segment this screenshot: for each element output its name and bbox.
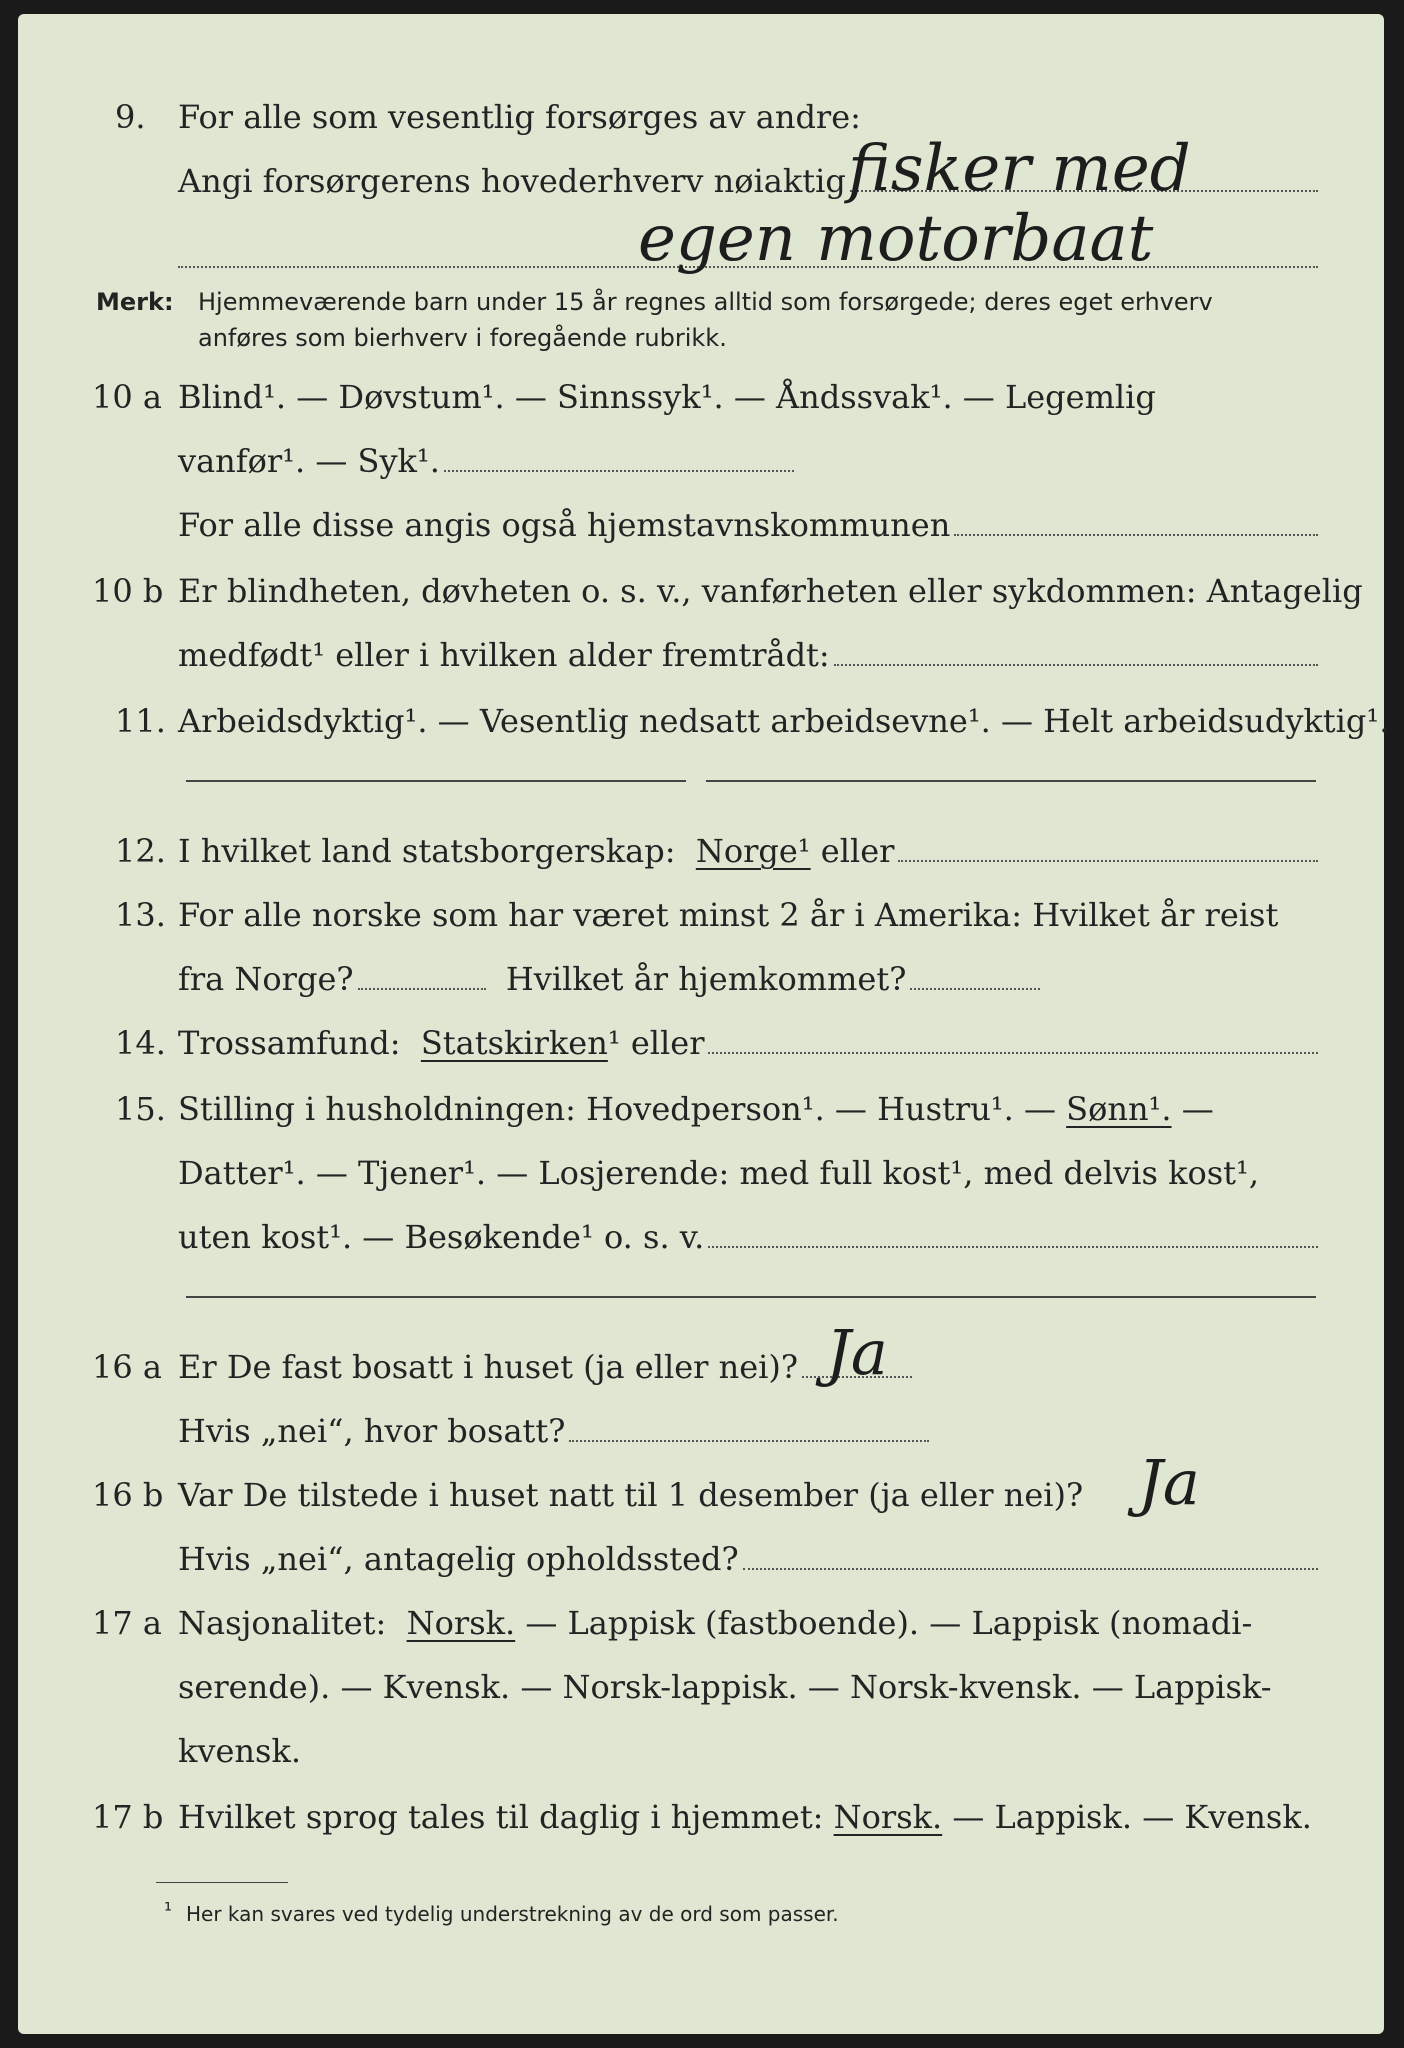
merk-line2: anføres som bierhverv i foregående rubrikk.: [198, 324, 727, 352]
q10a-line3: For alle disse angis også hjemstavnskommunen: [178, 506, 1318, 544]
q16b-line1: Var De tilstede i huset natt til 1 desember (ja eller nei)?: [178, 1476, 1084, 1514]
q10a-line2: vanfør¹. — Syk¹.: [178, 442, 794, 480]
q9-handwritten-answer2: egen motorbaat: [638, 202, 1154, 276]
q15-number: 15.: [115, 1090, 166, 1128]
q10a-line1: Blind¹. — Døvstum¹. — Sinnssyk¹. — Åndssvak¹. — Legemlig: [178, 378, 1156, 416]
q10a-number: 10 a: [92, 378, 162, 416]
q14-number: 14.: [115, 1024, 166, 1062]
q10b-line2: medfødt¹ eller i hvilken alder fremtrådt:: [178, 636, 1318, 674]
q13-number: 13.: [115, 896, 166, 934]
q16a-line2: Hvis „nei“, hvor bosatt?: [178, 1412, 929, 1450]
q17a-line3: kvensk.: [178, 1732, 301, 1770]
q17a-line1: Nasjonalitet: Norsk. — Lappisk (fastboende). — Lappisk (nomadi-: [178, 1604, 1253, 1642]
q15-line1: Stilling i husholdningen: Hovedperson¹. — Hustru¹. — Sønn¹. —: [178, 1090, 1214, 1128]
q17b-line: Hvilket sprog tales til daglig i hjemmet: Norsk. — Lappisk. — Kvensk.: [178, 1798, 1312, 1836]
q17b-number: 17 b: [92, 1798, 164, 1836]
q9-line2: Angi forsørgerens hovederhverv nøiaktig: [178, 162, 1318, 200]
q13-line2: fra Norge? Hvilket år hjemkommet?: [178, 960, 1040, 998]
q9-handwritten-answer1: fisker med: [848, 132, 1191, 206]
q17a-number: 17 a: [92, 1604, 162, 1642]
q11-answer-line-right: [706, 780, 1316, 782]
q16a-handwritten-answer: Ja: [826, 1316, 888, 1389]
q14-line: Trossamfund: Statskirken ¹ eller: [178, 1024, 1318, 1062]
q11-number: 11.: [115, 702, 166, 740]
q10b-number: 10 b: [92, 572, 164, 610]
q16b-line2: Hvis „nei“, antagelig opholdssted?: [178, 1540, 1318, 1578]
q16b-number: 16 b: [92, 1476, 164, 1514]
q13-line1: For alle norske som har været minst 2 år i Amerika: Hvilket år reist: [178, 896, 1279, 934]
merk-line1: Hjemmeværende barn under 15 år regnes alltid som forsørgede; deres eget erhverv: [198, 288, 1213, 316]
q17a-line2: serende). — Kvensk. — Norsk-lappisk. — Norsk-kvensk. — Lappisk-: [178, 1668, 1272, 1706]
q11-line1: Arbeidsdyktig¹. — Vesentlig nedsatt arbeidsevne¹. — Helt arbeidsudyktig¹.: [178, 702, 1390, 740]
q15-answer-line: [186, 1296, 1316, 1298]
q16b-handwritten-answer: Ja: [1138, 1446, 1200, 1519]
q14-statskirken-underlined: Statskirken: [420, 1024, 608, 1062]
q11-answer-line-left: [186, 780, 686, 782]
q15-line2: Datter¹. — Tjener¹. — Losjerende: med full kost¹, med delvis kost¹,: [178, 1154, 1260, 1192]
merk-label: Merk:: [96, 288, 174, 316]
footnote-mark: ¹: [164, 1898, 173, 1922]
q12-norge-underlined: Norge¹: [695, 832, 811, 870]
q9-line1: For alle som vesentlig forsørges av andre:: [178, 98, 861, 136]
q9-number: 9.: [115, 98, 146, 136]
q15-sonn-underlined: Sønn¹.: [1066, 1090, 1172, 1128]
footnote-text: Her kan svares ved tydelig understrekning av de ord som passer.: [186, 1902, 839, 1926]
footnote-rule: [156, 1882, 288, 1883]
q15-line3: uten kost¹. — Besøkende¹ o. s. v.: [178, 1218, 1318, 1256]
q16a-line1: Er De fast bosatt i huset (ja eller nei)?: [178, 1348, 912, 1386]
census-form-page: [18, 14, 1390, 2034]
q10b-line1: Er blindheten, døvheten o. s. v., vanførheten eller sykdommen: Antagelig: [178, 572, 1363, 610]
q12-line: I hvilket land statsborgerskap: Norge¹ eller: [178, 832, 1318, 870]
q12-number: 12.: [115, 832, 166, 870]
q17a-norsk-underlined: Norsk.: [406, 1604, 516, 1642]
q16a-number: 16 a: [92, 1348, 162, 1386]
q17b-norsk-underlined: Norsk.: [833, 1798, 943, 1836]
